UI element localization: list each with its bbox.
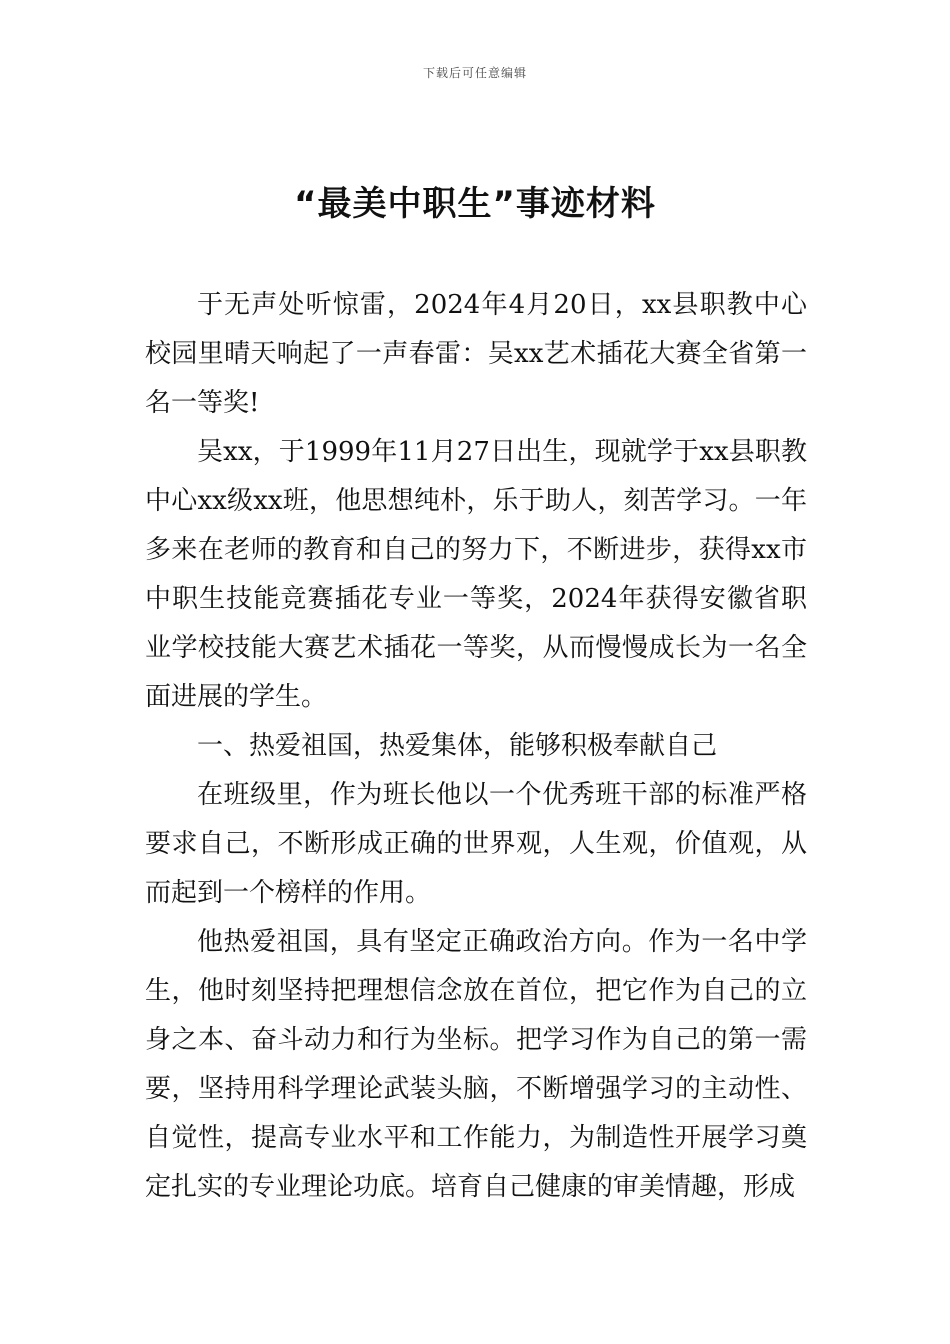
paragraph-profile: 吴xx，于1999年11月27日出生，现就学于xx县职教中心xx级xx班，他思想纯朴，乐于助人，刻苦学习。一年多来在老师的教育和自己的努力下，不断进步，获得xx市中职生技能竞赛插花专业一等奖，2024年获得安徽省职业学校技能大赛艺术插花一等奖，从而慢慢成长为一名全面进展的学生。	[145, 437, 807, 712]
paragraph-intro: 于无声处听惊雷，2024年4月20日，xx县职教中心校园里晴天响起了一声春雷：吴xx艺术插花大赛全省第一名一等奖!	[145, 290, 807, 418]
document-body	[145, 281, 807, 1212]
paragraph-class-monitor: 在班级里，作为班长他以一个优秀班干部的标准严格要求自己，不断形成正确的世界观，人生观，价值观，从而起到一个榜样的作用。	[145, 780, 807, 908]
document-title: “最美中职生”事迹材料	[294, 184, 656, 224]
paragraph-patriotism: 他热爱祖国，具有坚定正确政治方向。作为一名中学生，他时刻坚持把理想信念放在首位，把它作为自己的立身之本、奋斗动力和行为坐标。把学习作为自己的第一需要，坚持用科学理论武装头脑，不断增强学习的主动性、自觉性，提高专业水平和工作能力，为制造性开展学习奠定扎实的专业理论功底。培育自己健康的审美情趣，形成	[145, 927, 807, 1202]
section-heading-1: 一、热爱祖国，热爱集体，能够积极奉献自己	[197, 731, 718, 761]
header-note: 下载后可任意编辑	[422, 66, 527, 80]
